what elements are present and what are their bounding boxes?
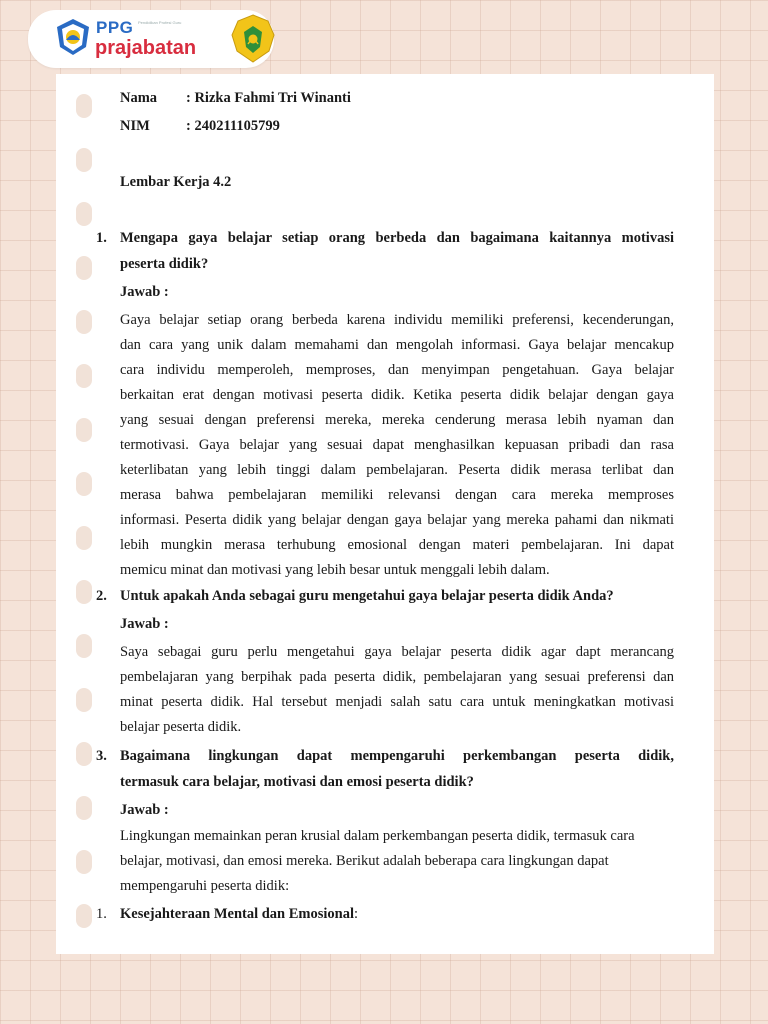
answer-line: merasa bahwa pembelajaran memiliki relevansi dengan cara mereka memproses — [120, 487, 674, 503]
worksheet-paper — [56, 74, 714, 954]
binder-hole — [76, 418, 92, 442]
question-number: 2. — [96, 588, 107, 604]
answer-line: informasi. Peserta didik yang belajar dengan gaya belajar yang mereka pahami dan nikmati — [120, 512, 674, 528]
answer-line: belajar, motivasi, dan emosi mereka. Berikut adalah beberapa cara lingkungan dapat — [120, 853, 609, 869]
answer-line: berkaitan erat dengan motivasi peserta didik. Ketika peserta didik belajar dengan gaya — [120, 387, 674, 403]
answer-line: mempengaruhi peserta didik: — [120, 878, 290, 894]
answer-line: lebih mungkin merasa terhubung emosional dengan materi pembelajaran. Ini dapat — [120, 537, 674, 553]
tut-wuri-handayani-icon — [54, 18, 92, 56]
binder-hole — [76, 310, 92, 334]
question-text-line: termasuk cara belajar, motivasi dan emosi peserta didik? — [120, 774, 474, 790]
binder-hole — [76, 472, 92, 496]
answer-line: minat peserta didik. Hal tersebut menjadi salah satu cara untuk meningkatkan motivasi — [120, 694, 674, 710]
ppg-tagline: Pendidikan Profesi Guru — [138, 20, 182, 25]
answer-line: dan cara yang unik dalam memahami dan mengolah informasi. Gaya belajar mencakup — [120, 337, 674, 353]
nim-label: NIM — [120, 118, 150, 134]
binder-hole — [76, 796, 92, 820]
answer-line: belajar peserta didik. — [120, 719, 242, 735]
sub-point-number: 1. — [96, 906, 107, 922]
answer-line: Lingkungan memainkan peran krusial dalam perkembangan peserta didik, termasuk cara — [120, 828, 635, 844]
question-number: 1. — [96, 230, 107, 246]
sub-point-colon: : — [354, 906, 359, 922]
nim-value: : 240211105799 — [186, 118, 280, 134]
binder-hole — [76, 364, 92, 388]
binder-hole — [76, 688, 92, 712]
name-label: Nama — [120, 90, 158, 106]
answer-label: Jawab : — [120, 284, 169, 300]
prajabatan-logo-text: prajabatan — [95, 37, 197, 59]
answer-line: Saya sebagai guru perlu mengetahui gaya belajar peserta didik agar dapt merancang — [120, 644, 674, 660]
binder-hole — [76, 94, 92, 118]
answer-line: termotivasi. Gaya belajar yang sesuai dapat menghasilkan kepuasan pribadi dan rasa — [120, 437, 674, 453]
universitas-jember-emblem-icon — [228, 14, 278, 64]
binder-hole — [76, 256, 92, 280]
worksheet-title: Lembar Kerja 4.2 — [120, 174, 232, 190]
answer-line: pembelajaran yang berpihak pada peserta didik, pembelajaran yang sesuai preferensi dan — [120, 669, 674, 685]
binder-hole — [76, 148, 92, 172]
question-text-line: Mengapa gaya belajar setiap orang berbeda dan bagaimana kaitannya motivasi — [120, 230, 674, 246]
binder-hole — [76, 580, 92, 604]
binder-hole — [76, 904, 92, 928]
binder-hole — [76, 202, 92, 226]
ppg-logo-text: PPG — [96, 18, 134, 37]
answer-line: cara individu memperoleh, memproses, dan menyimpan pengetahuan. Gaya belajar — [120, 362, 674, 378]
answer-line: keterlibatan yang lebih tinggi dalam pembelajaran. Peserta didik merasa terlibat dan — [120, 462, 674, 478]
binder-hole — [76, 634, 92, 658]
question-text-line: Bagaimana lingkungan dapat mempengaruhi perkembangan peserta didik, — [120, 748, 674, 764]
logo-bar — [28, 10, 274, 68]
question-number: 3. — [96, 748, 107, 764]
binder-hole — [76, 526, 92, 550]
answer-line: Gaya belajar setiap orang berbeda karena individu memiliki preferensi, kecenderungan, — [120, 312, 674, 328]
question-text-line: peserta didik? — [120, 256, 209, 272]
binder-hole — [76, 850, 92, 874]
answer-line: memicu minat dan motivasi yang lebih besar untuk menggali lebih dalam. — [120, 562, 550, 578]
binder-hole — [76, 742, 92, 766]
answer-line: yang sesuai dengan preferensi mereka, mereka cenderung merasa lebih nyaman dan — [120, 412, 674, 428]
answer-label: Jawab : — [120, 802, 169, 818]
sub-point-heading: Kesejahteraan Mental dan Emosional — [120, 906, 355, 922]
name-value: : Rizka Fahmi Tri Winanti — [186, 90, 351, 106]
question-text-line: Untuk apakah Anda sebagai guru mengetahui gaya belajar peserta didik Anda? — [120, 588, 614, 604]
answer-label: Jawab : — [120, 616, 169, 632]
